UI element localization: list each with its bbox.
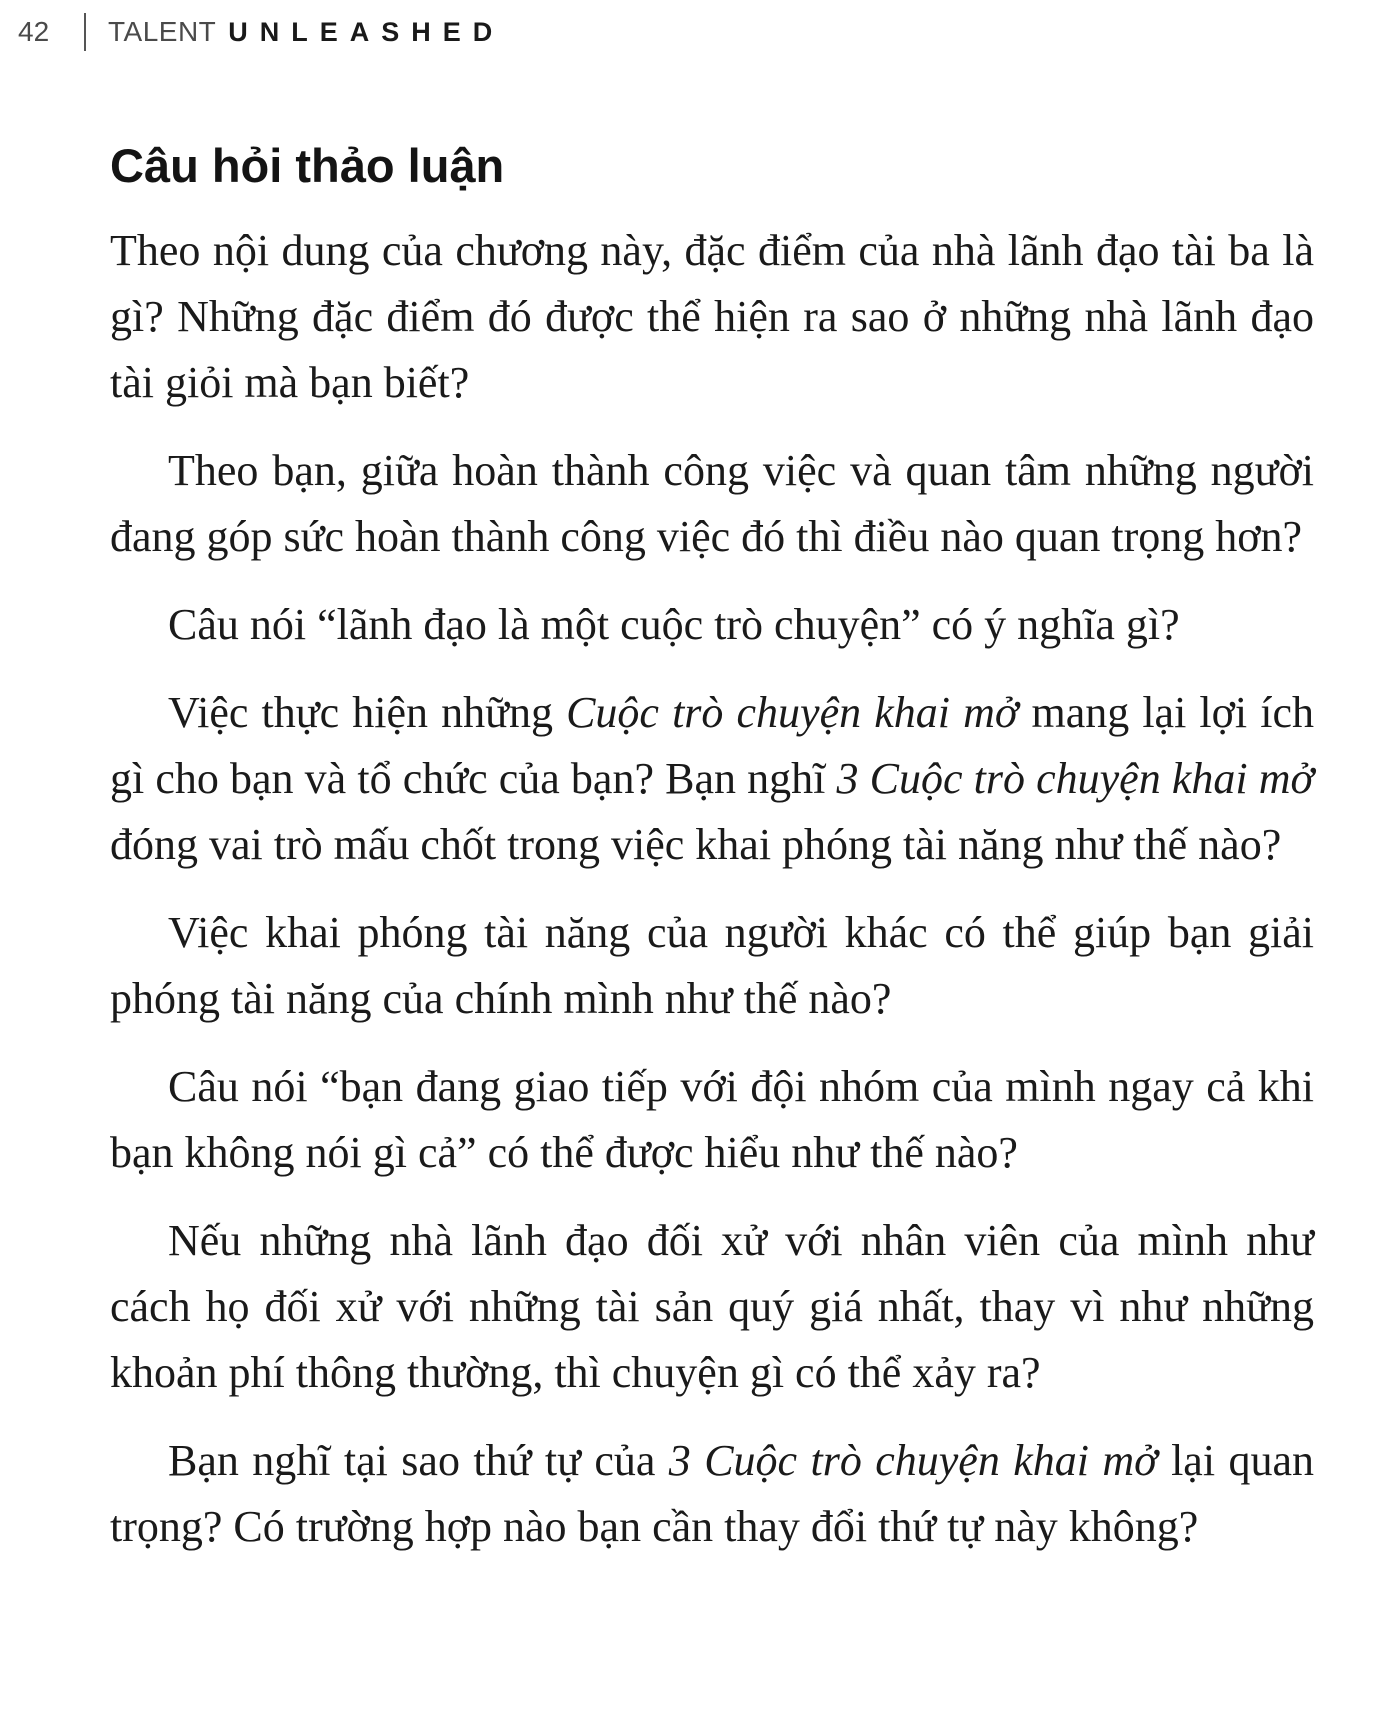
italic-book-term: 3 Cuộc trò chuyện khai mở: [668, 1436, 1158, 1485]
question-paragraph-7: Nếu những nhà lãnh đạo đối xử với nhân viên của mình như cách họ đối xử với những tài sản quý giá nhất, thay vì như những khoản phí thông thường, thì chuyện gì có thể xảy ra?: [110, 1216, 1314, 1397]
running-header: [18, 12, 504, 52]
header-divider: [84, 13, 86, 51]
page-content: [110, 132, 1314, 1560]
question-paragraph-2: Theo bạn, giữa hoàn thành công việc và quan tâm những người đang góp sức hoàn thành công việc đó thì điều nào quan trọng hơn?: [110, 446, 1314, 561]
paragraph-text: Việc thực hiện những: [168, 688, 567, 737]
paragraph-text: lại quan trọng? Có trường hợp nào bạn cần thay đổi thứ tự này không?: [110, 1436, 1314, 1551]
page-number: 42: [18, 16, 50, 47]
question-paragraph-5: Việc khai phóng tài năng của người khác có thể giúp bạn giải phóng tài năng của chính mình như thế nào?: [110, 908, 1314, 1023]
paragraph-text: mang lại lợi ích gì cho bạn và tổ chức của bạn? Bạn nghĩ: [110, 688, 1315, 803]
question-paragraph-3: Câu nói “lãnh đạo là một cuộc trò chuyện” có ý nghĩa gì?: [168, 600, 1180, 649]
italic-book-term: Cuộc trò chuyện khai mở: [566, 688, 1019, 737]
italic-book-term: 3 Cuộc trò chuyện khai mở: [836, 754, 1314, 803]
question-paragraph-1: Theo nội dung của chương này, đặc điểm của nhà lãnh đạo tài ba là gì? Những đặc điểm đó được thể hiện ra sao ở những nhà lãnh đạo tài giỏi mà bạn biết?: [110, 226, 1314, 407]
book-title-light: TALENT: [108, 16, 217, 47]
paragraph-text: đóng vai trò mấu chốt trong việc khai phóng tài năng như thế nào?: [110, 820, 1282, 869]
question-paragraph-4: [110, 680, 1314, 878]
book-title-bold: UNLEASHED: [228, 16, 505, 47]
question-paragraph-8: [110, 1428, 1314, 1560]
paragraph-text: Bạn nghĩ tại sao thứ tự của: [168, 1436, 669, 1485]
section-heading: Câu hỏi thảo luận: [110, 139, 505, 192]
question-paragraph-6: Câu nói “bạn đang giao tiếp với đội nhóm của mình ngay cả khi bạn không nói gì cả” có thể được hiểu như thế nào?: [110, 1062, 1314, 1177]
